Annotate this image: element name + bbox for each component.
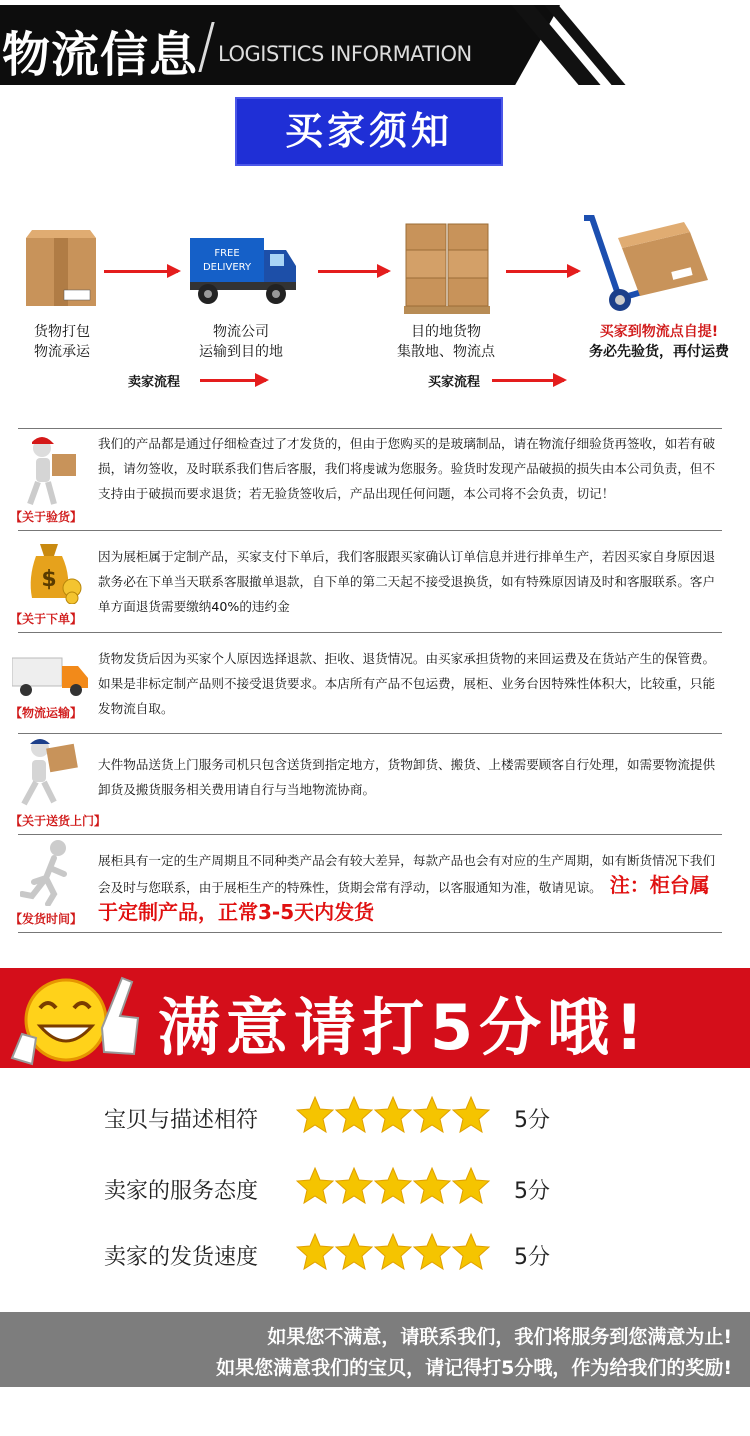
star-icon	[414, 1234, 450, 1269]
rating-stars	[296, 1095, 496, 1135]
notice-text-body: 展柜具有一定的生产周期且不同种类产品会有较大差异，每款产品也会有对应的生产周期，如有断货情况下我们会及时与您联系，由于展柜生产的特殊性，货期会常有浮动，以客服通知为准，敬请见谅。	[98, 853, 716, 895]
buyer-flow-label: 买家流程	[428, 375, 481, 390]
flow-arrow	[318, 270, 388, 273]
flow-step-4-line2: 务必先验货，再付运费	[589, 344, 729, 360]
rating-label: 宝贝与描述相符	[104, 1108, 259, 1133]
star-icon	[297, 1097, 333, 1132]
star-icon	[297, 1234, 333, 1269]
divider	[18, 530, 722, 531]
rating-stars	[296, 1166, 496, 1206]
flow-arrow	[200, 379, 266, 382]
seller-flow-label: 卖家流程	[128, 375, 181, 390]
stacked-boxes-icon	[404, 222, 490, 314]
flow-arrow	[506, 270, 578, 273]
divider	[18, 932, 722, 933]
notice-text: 因为展柜属于定制产品，买家支付下单后，我们客服跟买家确认订单信息并进行排单生产，若因买家自身原因退款务必在下单当天联系客服撤单退款，自下单的第二天起不接受退换货，如有特殊原因请及时和客服联系。客户单方面退货需要缴纳40%的违约金	[98, 549, 716, 614]
hand-truck-icon	[580, 214, 714, 314]
rating-label: 卖家的服务态度	[104, 1179, 259, 1204]
rating-stars	[296, 1232, 496, 1272]
rating-banner-text: 满意请打5分哦!	[158, 991, 650, 1064]
package-box-icon	[24, 230, 98, 308]
star-icon	[297, 1168, 333, 1203]
rating-score: 5分	[514, 1108, 550, 1133]
divider	[18, 632, 722, 633]
header	[0, 0, 750, 90]
star-icon	[453, 1234, 489, 1269]
truck-icon	[12, 656, 90, 698]
notice-text: 货物发货后因为买家个人原因选择退款、拒收、退货情况。由买家承担货物的来回运费及在货站产生的保管费。如果是非标定制产品则不接受退货要求。本店所有产品不包运费，展柜、业务台因特殊性体积大，比较重，只能发物流自取。	[98, 651, 716, 716]
flow-step-1-line2: 物流承运	[34, 344, 90, 360]
buyer-notice-title: 买家须知	[235, 97, 503, 166]
star-icon	[336, 1097, 372, 1132]
flow-arrow	[104, 270, 178, 273]
divider	[18, 733, 722, 734]
flow-arrow	[492, 379, 564, 382]
shipping-note: 注：柜台属于定制产品，正常3-5天内发货	[98, 873, 710, 924]
divider	[18, 834, 722, 835]
notice-text: 大件物品送货上门服务司机只包含送货到指定地方，货物卸货、搬货、上楼需要顾客自行处理，如需要物流提供卸货及搬货服务相关费用请自行与当地物流协商。	[98, 757, 716, 797]
delivery-man-icon	[20, 434, 84, 508]
truck-delivery-text: DELIVERY	[202, 262, 252, 273]
runner-icon	[20, 838, 84, 906]
star-icon	[375, 1234, 411, 1269]
notice-tag: 【物流运输】	[10, 706, 83, 720]
star-icon	[336, 1234, 372, 1269]
divider	[18, 428, 722, 429]
page-subtitle: LOGISTICS INFORMATION	[218, 42, 472, 66]
flow-step-2	[186, 322, 296, 362]
star-icon	[414, 1097, 450, 1132]
flow-step-1-line1: 货物打包	[34, 324, 90, 340]
carrier-icon	[18, 736, 82, 810]
notice-text: 我们的产品都是通过仔细检查过了才发货的，但由于您购买的是玻璃制品，请在物流仔细验货再签收，如若有破损，请勿签收，及时联系我们售后客服，我们将虔诚为您服务。验货时发现产品破损的损失由本公司负责，但不支持由于破损而要求退货；若无验货签收后，产品出现任何问题，本公司将不会负责，切记！	[98, 436, 716, 501]
flow-step-4-line1: 买家到物流点自提!	[599, 324, 719, 340]
notice-tag: 【关于下单】	[10, 612, 83, 626]
flow-step-4	[584, 322, 734, 362]
star-icon	[375, 1168, 411, 1203]
rating-score: 5分	[514, 1245, 550, 1270]
svg-text:$: $	[41, 567, 57, 592]
money-bag-icon	[22, 538, 84, 604]
truck-free-text: FREE	[214, 248, 240, 259]
flow-step-3-line2: 集散地、物流点	[397, 344, 495, 360]
rating-score: 5分	[514, 1179, 550, 1204]
star-icon	[453, 1097, 489, 1132]
star-icon	[453, 1168, 489, 1203]
notice-tag: 【关于验货】	[10, 510, 83, 524]
flow-step-3-line1: 目的地货物	[411, 324, 481, 340]
page-title: 物流信息	[2, 27, 199, 83]
flow-step-3	[386, 322, 506, 362]
notice-tag: 【发货时间】	[10, 912, 83, 926]
notice-text	[98, 848, 718, 927]
delivery-truck-icon	[190, 236, 298, 308]
flow-step-1	[22, 322, 102, 362]
footer-line-2: 如果您满意我们的宝贝，请记得打5分哦，作为给我们的奖励!	[216, 1357, 732, 1379]
star-icon	[336, 1168, 372, 1203]
flow-step-2-line1: 物流公司	[213, 324, 269, 340]
footer-line-1: 如果您不满意，请联系我们，我们将服务到您满意为止!	[267, 1326, 732, 1348]
flow-step-2-line2: 运输到目的地	[199, 344, 283, 360]
notice-tag: 【关于送货上门】	[10, 814, 107, 828]
star-icon	[375, 1097, 411, 1132]
thumbs-up-smiley-icon	[10, 968, 140, 1068]
star-icon	[414, 1168, 450, 1203]
rating-label: 卖家的发货速度	[104, 1245, 259, 1270]
